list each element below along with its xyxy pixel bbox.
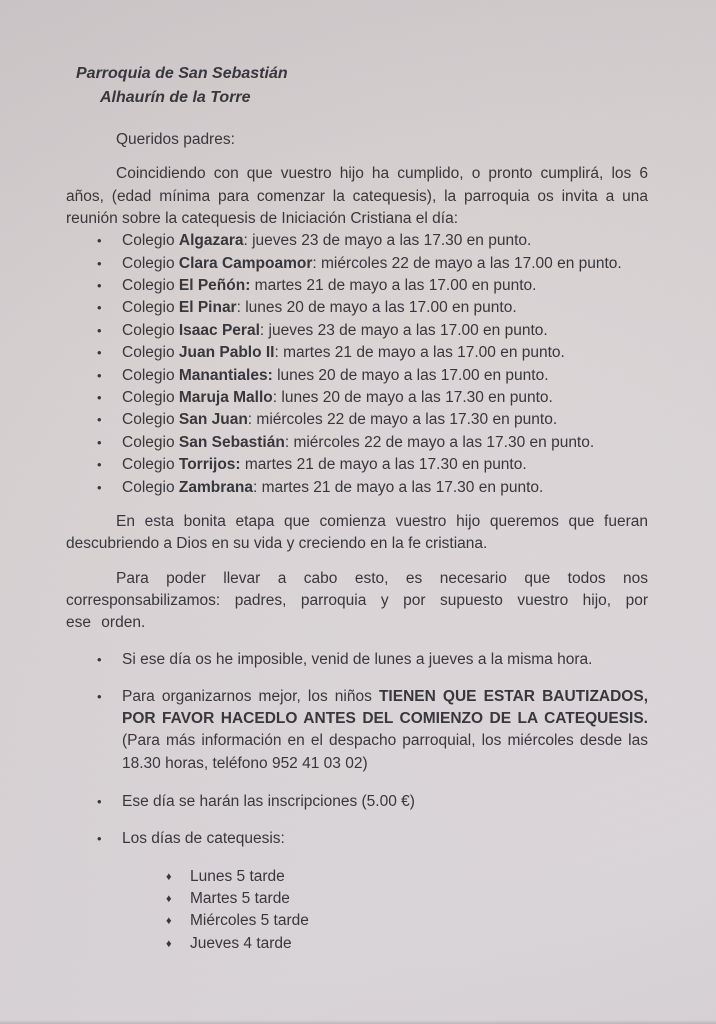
colegio-entry: Colegio San Juan: miércoles 22 de mayo a las 17.30 en punto. [122, 411, 558, 429]
list-item [66, 828, 648, 850]
colegio-entry: Colegio El Peñón: martes 21 de mayo a las 17.00 en punto. [122, 277, 537, 294]
diamond-bullet-icon: ♦ [166, 915, 172, 928]
list-item [66, 253, 648, 275]
diamond-bullet-icon: ♦ [166, 892, 172, 905]
note-bautizados: Para organizarnos mejor, los niños TIENEN QUE ESTAR BAUTIZADOS, POR FAVOR HACEDLO ANTES DEL COMIENZO DE LA CATEQUESIS. (Para más información en el despacho parroquial, los miércoles desde las 18.30 horas, teléfono 952 41 03 02) [122, 687, 649, 772]
note-inscripciones: Ese día se harán las inscripciones (5.00 €) [122, 793, 415, 811]
list-item [66, 933, 648, 955]
bullet-icon: • [97, 233, 102, 249]
colegio-entry: Colegio Clara Campoamor: miércoles 22 de mayo a las 17.00 en punto. [122, 254, 622, 272]
colegio-entry: Colegio El Pinar: lunes 20 de mayo a las 17.00 en punto. [122, 299, 517, 317]
bullet-icon: • [97, 651, 102, 667]
colegio-entry: Colegio Maruja Mallo: lunes 20 de mayo a las 17.30 en punto. [122, 389, 553, 407]
list-item [66, 230, 648, 252]
list-item [66, 432, 648, 454]
list-item [66, 275, 648, 297]
bullet-icon: • [97, 479, 102, 495]
bullet-icon: • [97, 300, 102, 316]
colegio-entry: Colegio Torrijos: martes 21 de mayo a las 17.30 en punto. [122, 456, 527, 474]
colegio-entry: Colegio Algazara: jueves 23 de mayo a las 17.30 en punto. [122, 232, 532, 250]
notes-list [66, 649, 648, 851]
list-item [66, 454, 648, 476]
list-item [66, 477, 648, 499]
colegio-entry: Colegio Isaac Peral: jueves 23 de mayo a las 17.00 en punto. [122, 321, 548, 339]
bullet-icon: • [97, 434, 102, 450]
bullet-icon: • [97, 412, 102, 428]
bullet-icon: • [97, 688, 102, 704]
bullet-icon: • [97, 831, 102, 847]
diamond-bullet-icon: ♦ [166, 937, 172, 950]
colegio-entry: Colegio Manantiales: lunes 20 de mayo a las 17.00 en punto. [122, 366, 549, 384]
list-item [66, 320, 648, 342]
day-entry: Martes 5 tarde [190, 889, 290, 907]
bullet-icon: • [97, 367, 102, 383]
salutation: Queridos padres: [116, 131, 235, 148]
bullet-icon: • [97, 322, 102, 338]
list-item [66, 342, 648, 364]
list-item [66, 649, 648, 671]
day-entry: Lunes 5 tarde [190, 867, 285, 885]
colegios-list [66, 230, 648, 499]
list-item [66, 910, 648, 932]
list-item [66, 297, 648, 319]
corresponsabilidad-paragraph: Para poder llevar a cabo esto, es necesario que todos nos corresponsabilizamos: padres, parroquia y por supuesto vuestro hijo, por ese orden. [66, 569, 648, 632]
list-item [66, 888, 648, 910]
list-item [66, 365, 648, 387]
diamond-bullet-icon: ♦ [166, 870, 172, 883]
list-item [66, 387, 648, 409]
bullet-icon: • [97, 345, 102, 361]
bullet-icon: • [97, 390, 102, 406]
bullet-icon: • [97, 255, 102, 271]
etapa-paragraph: En esta bonita etapa que comienza vuestro hijo queremos que fueran descubriendo a Dios en su vida y creciendo en la fe cristiana. [66, 513, 648, 553]
bullet-icon: • [97, 278, 102, 293]
day-entry: Miércoles 5 tarde [190, 912, 309, 930]
list-item [66, 686, 648, 775]
list-item [66, 409, 648, 431]
note-imposible: Si ese día os he imposible, venid de lunes a jueves a la misma hora. [122, 650, 593, 668]
note-dias-titulo: Los días de catequesis: [122, 830, 285, 848]
parish-town: Alhaurín de la Torre [100, 89, 251, 106]
colegio-entry: Colegio Zambrana: martes 21 de mayo a las 17.30 en punto. [122, 478, 544, 496]
bullet-icon: • [97, 794, 102, 810]
day-entry: Jueves 4 tarde [190, 934, 292, 952]
list-item [66, 791, 648, 813]
bullet-icon: • [97, 457, 102, 473]
colegio-entry: Colegio San Sebastián: miércoles 22 de mayo a las 17.30 en punto. [122, 433, 595, 451]
intro-paragraph: Coincidiendo con que vuestro hijo ha cumplido, o pronto cumplirá, los 6 años, (edad mínima para comenzar la catequesis), la parroquia os invita a una reunión sobre la catequesis de Iniciación Cristiana el día: [66, 165, 648, 227]
parish-name: Parroquia de San Sebastián [76, 65, 288, 82]
catequesis-days-list [66, 866, 648, 955]
list-item [66, 866, 648, 888]
colegio-entry: Colegio Juan Pablo II: martes 21 de mayo a las 17.00 en punto. [122, 344, 565, 362]
